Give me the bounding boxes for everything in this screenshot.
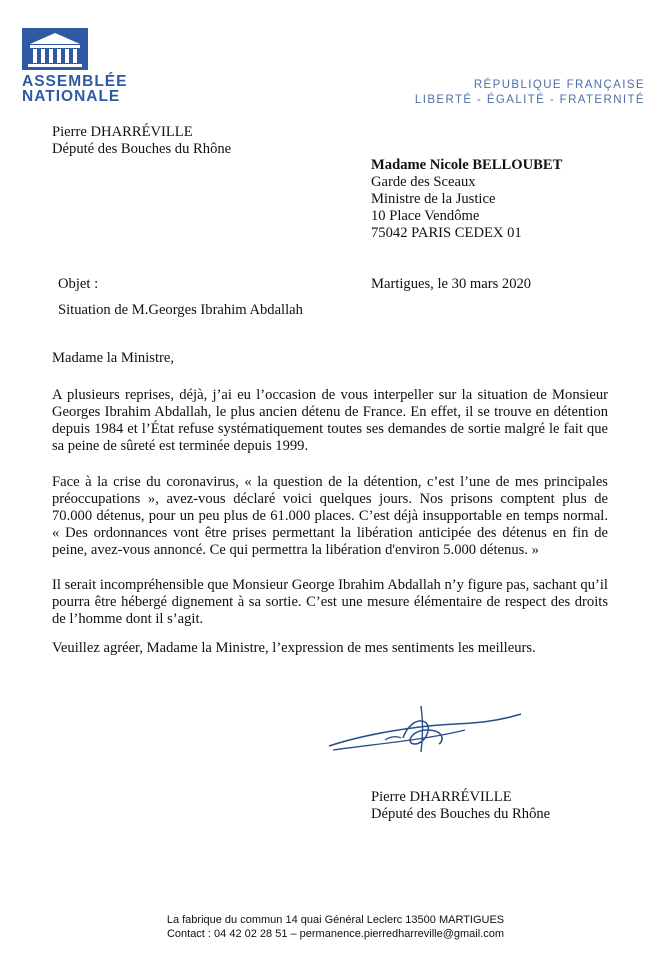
assembly-name-line1: ASSEMBLÉE: [22, 73, 128, 90]
signature-title: Député des Bouches du Rhône: [371, 806, 551, 822]
parliament-building-icon: [22, 28, 88, 70]
object-subject: Situation de M.Georges Ibrahim Abdallah: [58, 302, 303, 318]
assemblee-nationale-logo: [22, 28, 128, 105]
sender-name: Pierre DHARRÉVILLE: [52, 124, 193, 140]
footer: [0, 913, 671, 941]
place-date: Martigues, le 30 mars 2020: [371, 276, 532, 292]
recipient-block: [371, 157, 562, 242]
recipient-line3: 10 Place Vendôme: [371, 208, 480, 224]
recipient-line1: Garde des Sceaux: [371, 174, 476, 190]
republic-motto: LIBERTÉ - ÉGALITÉ - FRATERNITÉ: [414, 94, 645, 106]
body-paragraph-2: Face à la crise du coronavirus, « la question de la détention, c’est l’une de mes principales préoccupations », avez-vous déclaré voici quelques jours. Nos prisons comptent plus de 70.000 détenus, pour un peu plus de 61.000 places. C’est déjà insupportable en temps normal. « Des ordonnances vont être prises permettant la libération anticipée des détenus en fin de peine, avez-vous annoncé. Ce qui permettra la libération d'environ 5.000 détenus. »: [52, 474, 608, 558]
object-label: Objet :: [58, 276, 99, 292]
assembly-name-line2: NATIONALE: [22, 88, 121, 105]
recipient-line2: Ministre de la Justice: [371, 191, 496, 207]
recipient-line4: 75042 PARIS CEDEX 01: [371, 225, 522, 241]
signature-name: Pierre DHARRÉVILLE: [371, 789, 512, 805]
closing-paragraph: Veuillez agréer, Madame la Ministre, l’expression de mes sentiments les meilleurs.: [52, 640, 536, 656]
handwritten-signature: [325, 700, 530, 765]
footer-address: La fabrique du commun 14 quai Général Leclerc 13500 MARTIGUES: [166, 914, 505, 926]
sender-title: Député des Bouches du Rhône: [52, 141, 232, 157]
signature-block: [371, 789, 550, 823]
salutation: Madame la Ministre,: [52, 350, 174, 366]
sender-block: [52, 124, 231, 158]
signature-icon: [325, 700, 530, 760]
republic-title: RÉPUBLIQUE FRANÇAISE: [473, 79, 645, 91]
body-paragraph-1: A plusieurs reprises, déjà, j’ai eu l’occasion de vous interpeller sur la situation de Monsieur Georges Ibrahim Abdallah, le plus ancien détenu de France. En effet, il se trouve en détention depuis 1984 et l’État refuse systématiquement toutes ses demandes de sortie malgré le fait que sa peine de sûreté est terminée depuis 1999.: [52, 387, 608, 454]
recipient-name: Madame Nicole BELLOUBET: [371, 157, 563, 173]
footer-contact: Contact : 04 42 02 28 51 – permanence.pierredharreville@gmail.com: [166, 928, 505, 940]
body-paragraph-3: Il serait incompréhensible que Monsieur George Ibrahim Abdallah n’y figure pas, sachant qu’il pourra être hébergé dignement à sa sortie. C’est une mesure élémentaire de respect des droits de l’homme dont il s’agit.: [52, 577, 608, 627]
republic-mark: [415, 78, 645, 108]
